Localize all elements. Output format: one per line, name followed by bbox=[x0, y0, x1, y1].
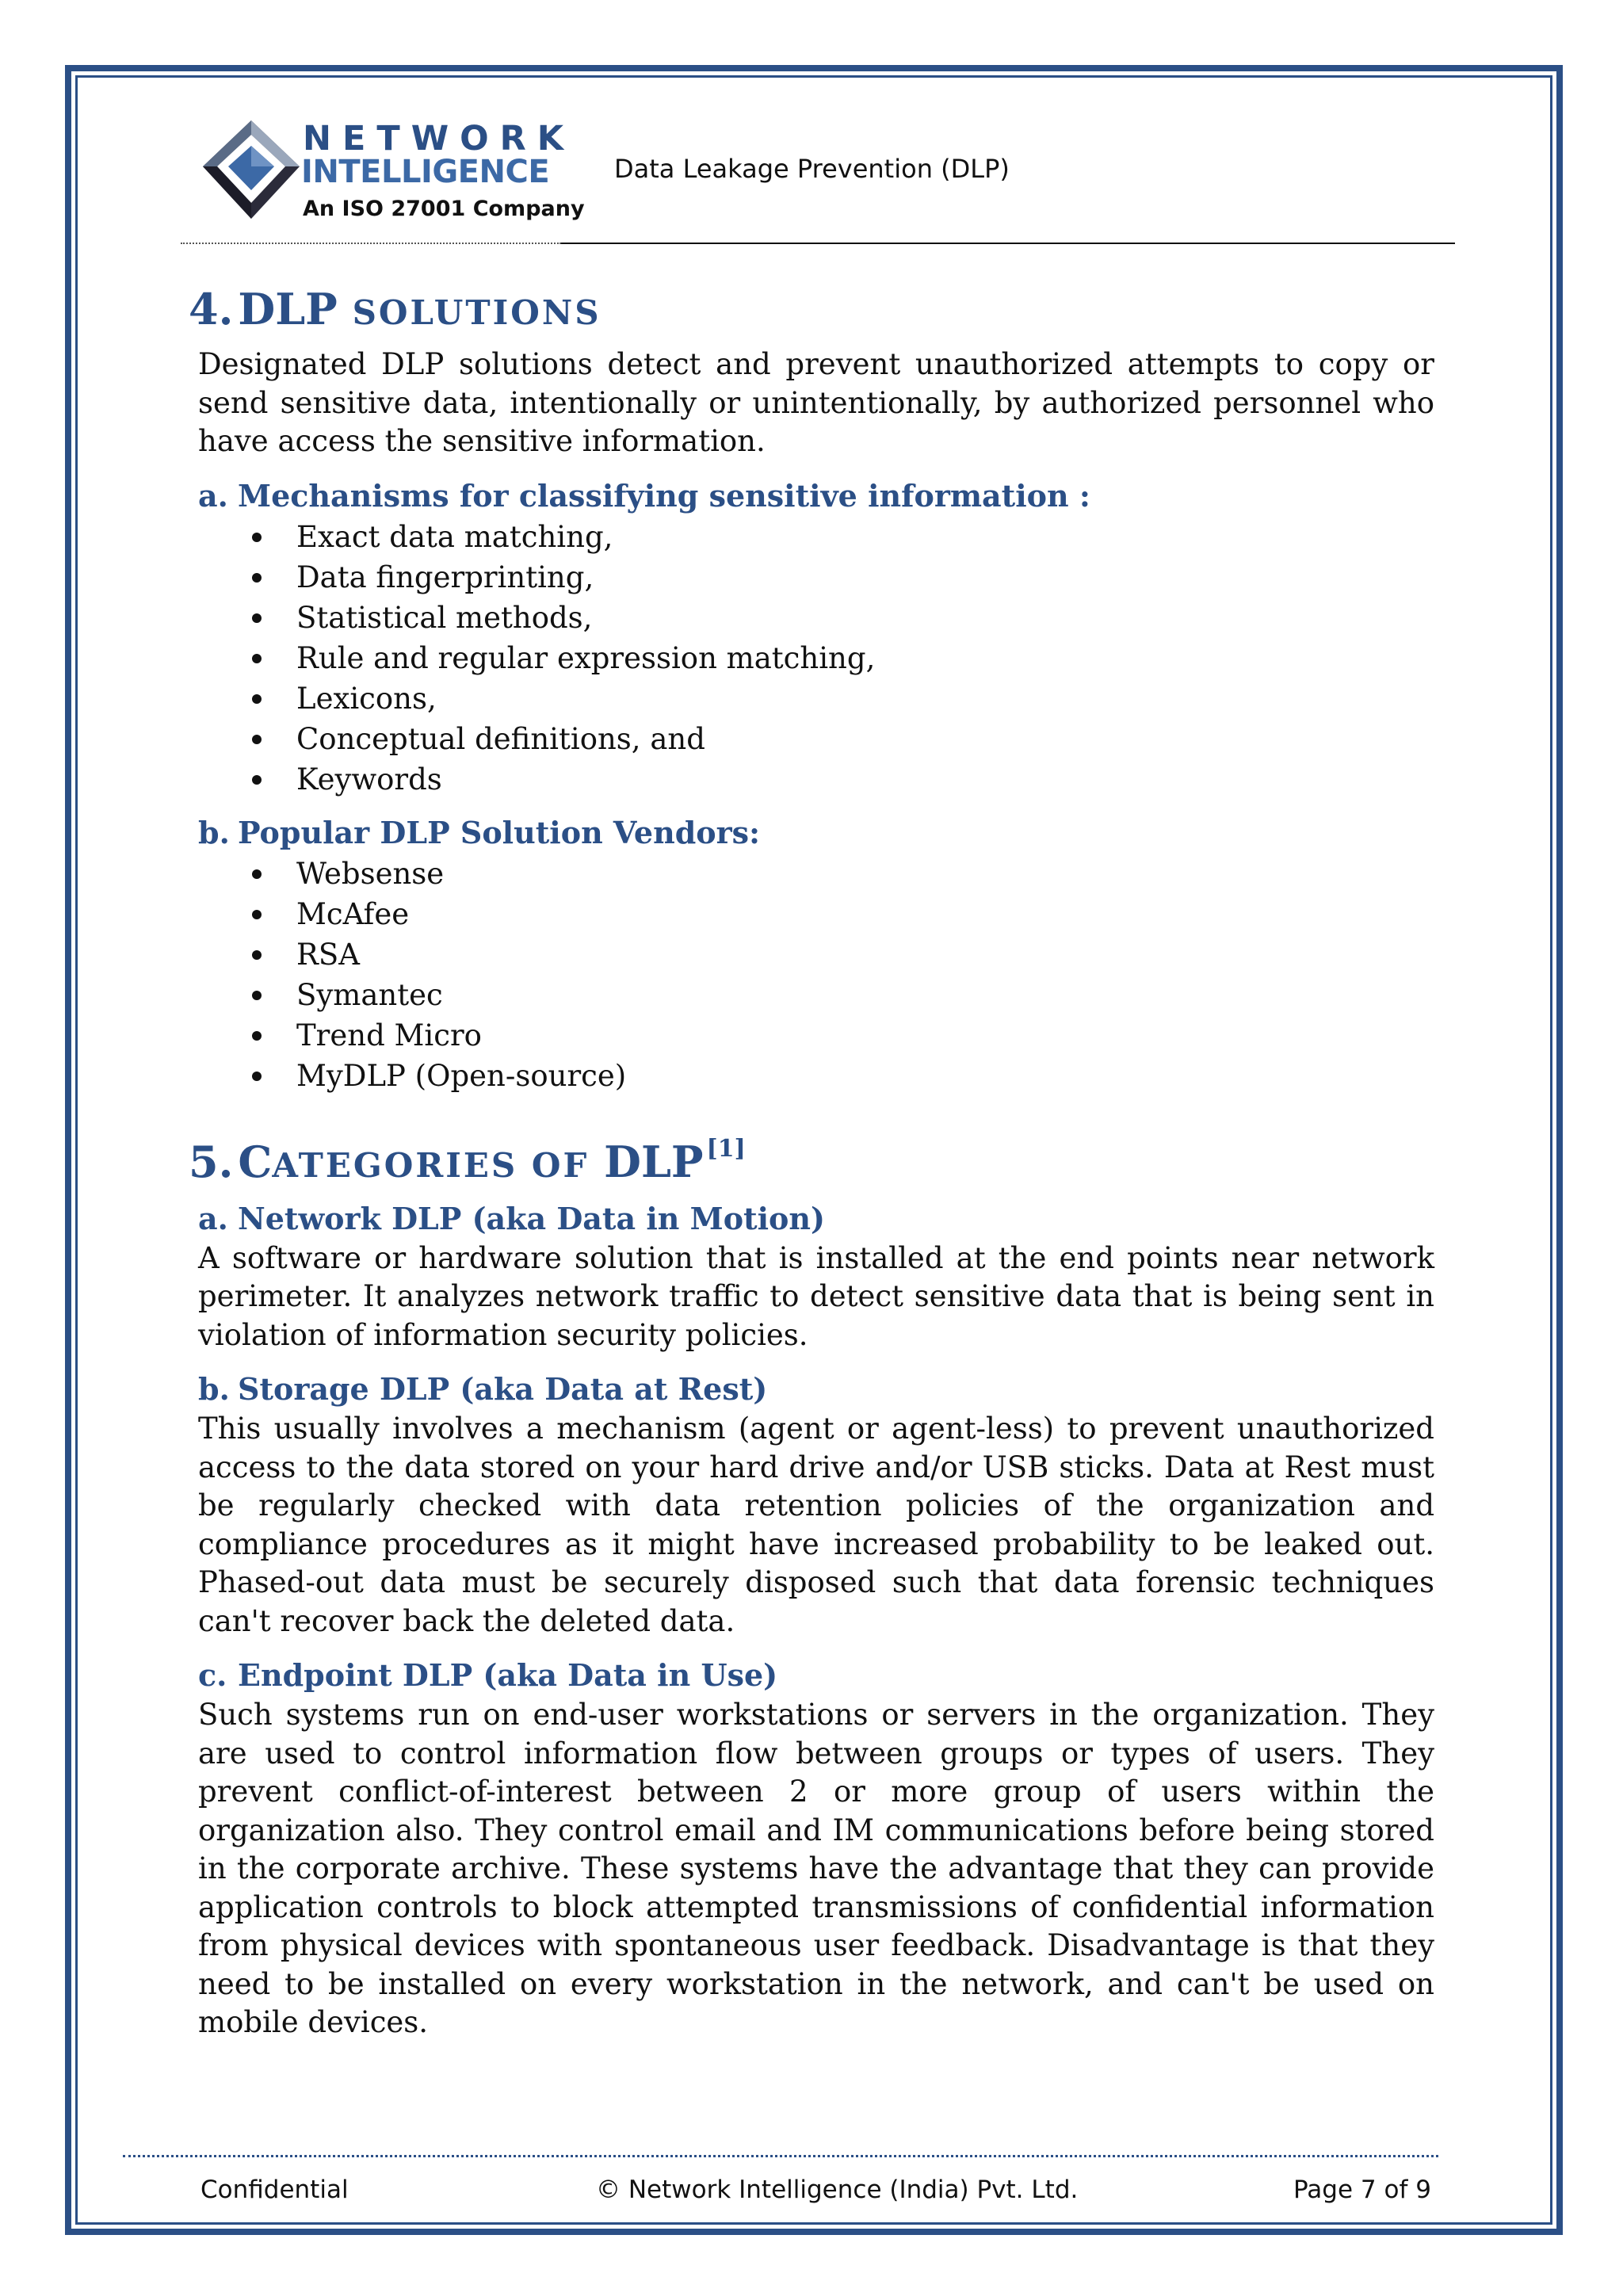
storage-dlp-text: This usually involves a mechanism (agent or agent-less) to prevent unauthorized access to the data stored on your hard drive and/or USB sticks. Data at Rest must be regularly checked with data retention policies of the organization and compliance procedures as it might have increased probability to be leaked out. Phased-out data must be securely disposed such that data forensic techniques can't recover back the deleted data. bbox=[198, 1412, 1434, 1638]
list-item: Symantec bbox=[198, 975, 1434, 1015]
subsection-letter: a. bbox=[198, 477, 228, 514]
list-item: RSA bbox=[198, 934, 1434, 975]
section-title-initial: C bbox=[238, 1136, 273, 1187]
list-item: Exact data matching, bbox=[198, 517, 1434, 557]
logo-iso-text: An ISO 27001 Company bbox=[303, 197, 585, 221]
page-number: Page 7 of 9 bbox=[1293, 2176, 1431, 2204]
header-divider bbox=[561, 243, 1455, 244]
subsection-title: Network DLP (aka Data in Motion) bbox=[238, 1200, 825, 1236]
section-title-main: DLP bbox=[604, 1136, 704, 1187]
section-title-smallcaps: ATEGORIES OF bbox=[272, 1145, 590, 1185]
company-logo bbox=[200, 113, 585, 231]
section-title-smallcaps: SOLUTIONS bbox=[352, 293, 601, 332]
section-number: 5. bbox=[189, 1136, 234, 1187]
subsection-5c-heading bbox=[198, 1655, 1434, 1696]
reference-marker: [1] bbox=[706, 1134, 746, 1163]
list-item: Conceptual definitions, and bbox=[198, 719, 1434, 759]
logo-network-text: NETWORK bbox=[303, 119, 575, 159]
list-item: Data fingerprinting, bbox=[198, 557, 1434, 598]
subsection-4b-heading bbox=[198, 812, 1434, 854]
section-4-intro: Designated DLP solutions detect and prevent unauthorized attempts to copy or send sensitive data, intentionally or unintentionally, by authorized personnel who have access the sensitive information. bbox=[198, 347, 1434, 458]
list-item: Rule and regular expression matching, bbox=[198, 638, 1434, 678]
list-item: Lexicons, bbox=[198, 678, 1434, 719]
section-5-heading bbox=[189, 1121, 1434, 1194]
list-item: Statistical methods, bbox=[198, 598, 1434, 638]
section-4-heading bbox=[189, 281, 1434, 341]
list-item: Trend Micro bbox=[198, 1015, 1434, 1056]
vendors-list bbox=[198, 854, 1434, 1096]
list-item: McAfee bbox=[198, 894, 1434, 934]
footer-confidential: Confidential bbox=[200, 2176, 349, 2204]
subsection-title: Endpoint DLP (aka Data in Use) bbox=[238, 1657, 778, 1693]
header-divider-dotted bbox=[181, 243, 561, 244]
list-item: Keywords bbox=[198, 759, 1434, 800]
document-title: Data Leakage Prevention (DLP) bbox=[614, 154, 1010, 184]
subsection-title: Mechanisms for classifying sensitive information : bbox=[238, 477, 1090, 514]
subsection-4a-heading bbox=[198, 476, 1434, 517]
page-content bbox=[189, 281, 1434, 2057]
subsection-5a-heading bbox=[198, 1198, 1434, 1240]
subsection-letter: b. bbox=[198, 814, 230, 850]
list-item: MyDLP (Open-source) bbox=[198, 1056, 1434, 1096]
logo-diamond-icon bbox=[200, 117, 303, 224]
classification-mechanisms-list bbox=[198, 517, 1434, 800]
section-title-main: DLP bbox=[238, 284, 338, 334]
section-number: 4. bbox=[189, 284, 234, 334]
subsection-5b-heading bbox=[198, 1369, 1434, 1410]
subsection-title: Popular DLP Solution Vendors: bbox=[238, 814, 761, 850]
network-dlp-text: A software or hardware solution that is installed at the end points near network perimeter. It analyzes network traffic to detect sensitive data that is being sent in violation of information security policies. bbox=[198, 1240, 1434, 1352]
subsection-title: Storage DLP (aka Data at Rest) bbox=[238, 1371, 768, 1407]
logo-intelligence-text: INTELLIGENCE bbox=[301, 154, 550, 190]
endpoint-dlp-text: Such systems run on end-user workstations or servers in the organization. They are used to control information flow between groups or types of users. They prevent conflict-of-interest between 2 or more group of users within the organization also. They control email and IM communications before being stored in the corporate archive. These systems have the advantage that they can provide application controls to block attempted transmissions of confidential information from physical devices with spontaneous user feedback. Disadvantage is that they need to be installed on every workstation in the network, and can't be used on mobile devices. bbox=[198, 1698, 1434, 2039]
list-item: Websense bbox=[198, 854, 1434, 894]
footer-divider bbox=[123, 2155, 1438, 2157]
subsection-letter: b. bbox=[198, 1371, 230, 1407]
footer-copyright: © Network Intelligence (India) Pvt. Ltd. bbox=[596, 2176, 1079, 2204]
subsection-letter: a. bbox=[198, 1200, 228, 1236]
subsection-letter: c. bbox=[198, 1657, 227, 1693]
